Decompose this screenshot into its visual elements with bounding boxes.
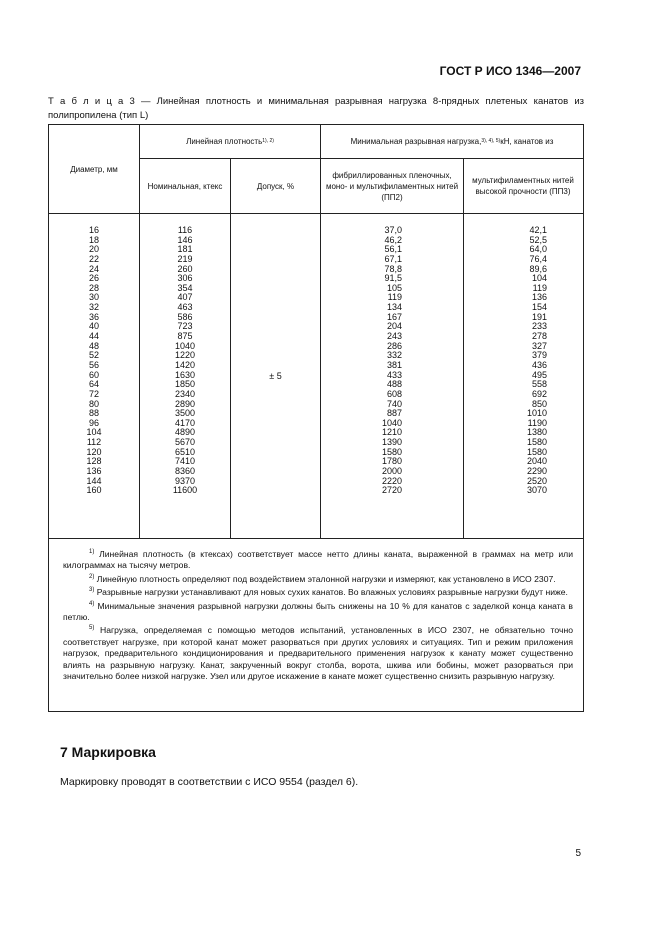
cell-diameters: 56 xyxy=(88,359,99,370)
cell-nominal: 4890 xyxy=(174,427,196,438)
cell-pp3: 558 xyxy=(531,379,547,390)
header-min-break xyxy=(321,125,583,158)
cell-diameters: 18 xyxy=(88,234,99,245)
cell-diameters: 24 xyxy=(88,263,99,274)
cell-nominal: 116 xyxy=(177,225,193,235)
notes-divider xyxy=(49,538,583,539)
cell-pp3: 76,4 xyxy=(529,253,547,264)
cell-nominal: 306 xyxy=(177,273,193,284)
footnote-number: 5) xyxy=(89,625,95,632)
cell-pp2: 167 xyxy=(386,311,402,322)
header-nominal: Номинальная, ктекс xyxy=(147,181,223,191)
cell-pp3: 104 xyxy=(531,273,547,284)
page-number: 5 xyxy=(575,848,581,859)
cell-pp2: 2220 xyxy=(381,475,402,486)
cell-nominal: 463 xyxy=(177,302,193,313)
cell-diameters: 136 xyxy=(86,466,102,477)
cell-pp3: 191 xyxy=(531,311,547,322)
cell-nominal: 3500 xyxy=(174,408,196,419)
cell-diameters: 20 xyxy=(88,244,99,255)
data-table xyxy=(48,124,584,712)
cell-nominal: 6510 xyxy=(174,446,196,457)
cell-pp3: 1580 xyxy=(526,437,547,448)
cell-pp3: 692 xyxy=(531,388,547,399)
header-linear-density-text: Линейная плотность xyxy=(186,137,263,146)
cell-pp3: 1190 xyxy=(527,417,547,428)
footnote-text: Линейную плотность определяют под воздействием эталонной нагрузки и измеряют, как установлено в ИСО 2307. xyxy=(94,573,556,584)
footnote-number: 1) xyxy=(89,549,95,555)
cell-pp2: 608 xyxy=(386,388,402,399)
cell-pp2: 134 xyxy=(386,302,402,313)
cell-pp2: 105 xyxy=(386,282,402,293)
cell-diameters: 44 xyxy=(88,331,99,342)
cell-pp3: 233 xyxy=(531,321,547,332)
cell-nominal: 7410 xyxy=(174,456,196,467)
cell-pp2: 1210 xyxy=(381,427,402,438)
column-pp3 xyxy=(464,226,547,496)
header-pp2: фибриллированных пленочных, моно- и мультифиламентных нитей (ПП2) xyxy=(325,170,459,202)
cell-diameters: 22 xyxy=(88,253,99,264)
cell-pp3: 119 xyxy=(532,282,547,293)
footnote-number: 4) xyxy=(89,600,95,607)
cell-nominal: 11600 xyxy=(172,485,198,496)
cell-diameters: 36 xyxy=(88,311,99,322)
cell-diameters: 48 xyxy=(88,340,99,351)
cell-pp2: 243 xyxy=(386,331,402,342)
cell-diameters: 52 xyxy=(88,350,99,361)
cell-nominal: 181 xyxy=(177,244,193,255)
cell-diameters: 40 xyxy=(88,321,99,332)
cell-pp3: 52,5 xyxy=(529,234,547,245)
cell-pp2: 37,0 xyxy=(384,225,402,235)
cell-nominal: 2340 xyxy=(174,388,196,399)
footnote xyxy=(63,572,573,585)
table-notes xyxy=(63,547,573,683)
column-nominal xyxy=(140,226,230,496)
cell-pp3: 278 xyxy=(531,331,547,342)
header-min-break-tail: кН, канатов из xyxy=(500,137,554,146)
footnote-number: 2) xyxy=(89,573,95,580)
cell-nominal: 1850 xyxy=(174,379,196,390)
cell-diameters: 128 xyxy=(86,456,102,467)
cell-diameters: 120 xyxy=(86,446,102,457)
footnote-text: Нагрузка, определяемая с помощью методов испытаний, установленных в ИСО 2307, не обязательно точно соответствует нагрузке, при которой канат может разорваться при других условиях и ситуациях. Тип и режим приложения нагрузок, предварительного кондиционирования и предварительного применения нагрузок к канату может существенно влиять на разрывную нагрузку. Канат, закрученный вокруг столба, ворота, шкива или бобины, может разорваться при значительно более низкой нагрузке. Узел или другое искажение в канате может существенно снизить разрывную нагрузку. xyxy=(63,625,573,682)
cell-diameters: 60 xyxy=(88,369,99,380)
cell-diameters: 32 xyxy=(88,302,99,313)
cell-pp3: 1580 xyxy=(526,446,547,457)
table-caption: Т а б л и ц а 3 — Линейная плотность и минимальная разрывная нагрузка 8-прядных плетеных канатов из полипропилена (тип L) xyxy=(48,96,584,121)
cell-pp2: 286 xyxy=(386,340,402,351)
cell-pp3: 89,6 xyxy=(529,263,547,274)
cell-nominal: 1220 xyxy=(174,350,196,361)
cell-pp3: 64,0 xyxy=(529,244,547,255)
cell-nominal: 2890 xyxy=(174,398,196,409)
cell-pp2: 2000 xyxy=(381,466,402,477)
cell-nominal: 1630 xyxy=(174,369,196,380)
header-min-break-sup: 3), 4), 5) xyxy=(481,138,501,144)
cell-diameters: 144 xyxy=(86,475,102,486)
cell-nominal: 354 xyxy=(177,282,193,293)
cell-pp2: 1390 xyxy=(381,437,402,448)
header-linear-density xyxy=(140,125,320,158)
cell-nominal: 1040 xyxy=(174,340,196,351)
cell-pp3: 1010 xyxy=(526,408,547,419)
cell-nominal: 5670 xyxy=(174,437,196,448)
cell-nominal: 9370 xyxy=(174,475,196,486)
cell-diameters: 96 xyxy=(88,417,99,428)
header-tolerance: Допуск, % xyxy=(256,181,295,191)
cell-pp3: 436 xyxy=(531,359,547,370)
cell-pp2: 1040 xyxy=(381,417,402,428)
cell-diameters: 104 xyxy=(86,427,102,438)
footnote-text: Разрывные нагрузки устанавливают для новых сухих канатов. Во влажных условиях разрывные нагрузки будут ниже. xyxy=(94,587,568,598)
cell-pp3: 2040 xyxy=(526,456,547,467)
cell-nominal: 219 xyxy=(177,253,193,264)
cell-pp2: 67,1 xyxy=(384,253,402,264)
cell-pp2: 887 xyxy=(386,408,402,419)
cell-pp2: 46,2 xyxy=(384,234,402,245)
cell-pp3: 2520 xyxy=(526,475,547,486)
cell-pp3: 3070 xyxy=(526,485,547,496)
header-min-break-text: Минимальная разрывная нагрузка, xyxy=(350,137,482,146)
footnote xyxy=(63,599,573,624)
cell-nominal: 8360 xyxy=(174,466,196,477)
cell-diameters: 64 xyxy=(88,379,99,390)
cell-pp3: 379 xyxy=(531,350,547,361)
cell-pp2: 204 xyxy=(386,321,402,332)
footnote-number: 3) xyxy=(89,587,95,594)
cell-pp2: 740 xyxy=(386,398,402,409)
cell-pp3: 327 xyxy=(531,340,547,351)
cell-pp3: 495 xyxy=(531,369,547,380)
cell-diameters: 28 xyxy=(88,282,99,293)
cell-pp2: 56,1 xyxy=(384,244,402,255)
cell-pp2: 91,5 xyxy=(384,273,402,284)
cell-pp2: 119 xyxy=(387,292,402,303)
cell-pp3: 154 xyxy=(531,302,547,313)
cell-nominal: 586 xyxy=(177,311,193,322)
cell-diameters: 112 xyxy=(86,437,102,448)
section-title: 7 Маркировка xyxy=(60,744,156,760)
cell-pp3: 136 xyxy=(531,292,547,303)
footnote xyxy=(63,623,573,682)
cell-pp2: 78,8 xyxy=(384,263,402,274)
section-text: Маркировку проводят в соответствии с ИСО 9554 (раздел 6). xyxy=(60,776,359,788)
footnote xyxy=(63,547,573,572)
document-header: ГОСТ Р ИСО 1346—2007 xyxy=(439,64,581,78)
cell-diameters: 30 xyxy=(88,292,99,303)
cell-pp2: 433 xyxy=(386,369,402,380)
footnote-text: Линейная плотность (в ктексах) соответствует массе нетто длины каната, выраженной в граммах на метр или килограммах на тысячу метров. xyxy=(63,548,573,571)
tolerance-value: ± 5 xyxy=(269,370,282,381)
footnote-text: Минимальные значения разрывной нагрузки должны быть снижены на 10 % для канатов с заделкой конца каната в петлю. xyxy=(63,600,573,622)
cell-nominal: 1420 xyxy=(174,359,196,370)
header-diameter: Диаметр, мм xyxy=(70,164,118,174)
footnote xyxy=(63,585,573,598)
column-pp2 xyxy=(321,226,402,496)
cell-diameters: 16 xyxy=(88,225,99,235)
cell-nominal: 146 xyxy=(177,234,193,245)
column-diameter xyxy=(49,226,139,496)
cell-pp3: 850 xyxy=(531,398,547,409)
cell-diameters: 160 xyxy=(86,485,102,496)
cell-diameters: 88 xyxy=(88,408,99,419)
cell-nominal: 723 xyxy=(177,321,193,332)
cell-nominal: 4170 xyxy=(174,417,196,428)
cell-pp2: 488 xyxy=(386,379,402,390)
cell-diameters: 80 xyxy=(88,398,99,409)
cell-pp3: 42,1 xyxy=(529,225,547,235)
cell-diameters: 26 xyxy=(88,273,99,284)
cell-nominal: 875 xyxy=(177,331,193,342)
cell-pp3: 2290 xyxy=(526,466,547,477)
cell-pp2: 1780 xyxy=(381,456,402,467)
cell-nominal: 260 xyxy=(177,263,193,274)
cell-diameters: 72 xyxy=(88,388,99,399)
cell-pp2: 1580 xyxy=(381,446,402,457)
cell-pp2: 332 xyxy=(386,350,402,361)
header-pp3: мультифиламентных нитей высокой прочности (ПП3) xyxy=(472,176,574,196)
cell-pp3: 1380 xyxy=(526,427,547,438)
cell-nominal: 407 xyxy=(177,292,193,303)
cell-pp2: 2720 xyxy=(381,485,402,496)
header-linear-density-sup: 1), 2) xyxy=(262,138,274,144)
cell-pp2: 381 xyxy=(386,359,402,370)
